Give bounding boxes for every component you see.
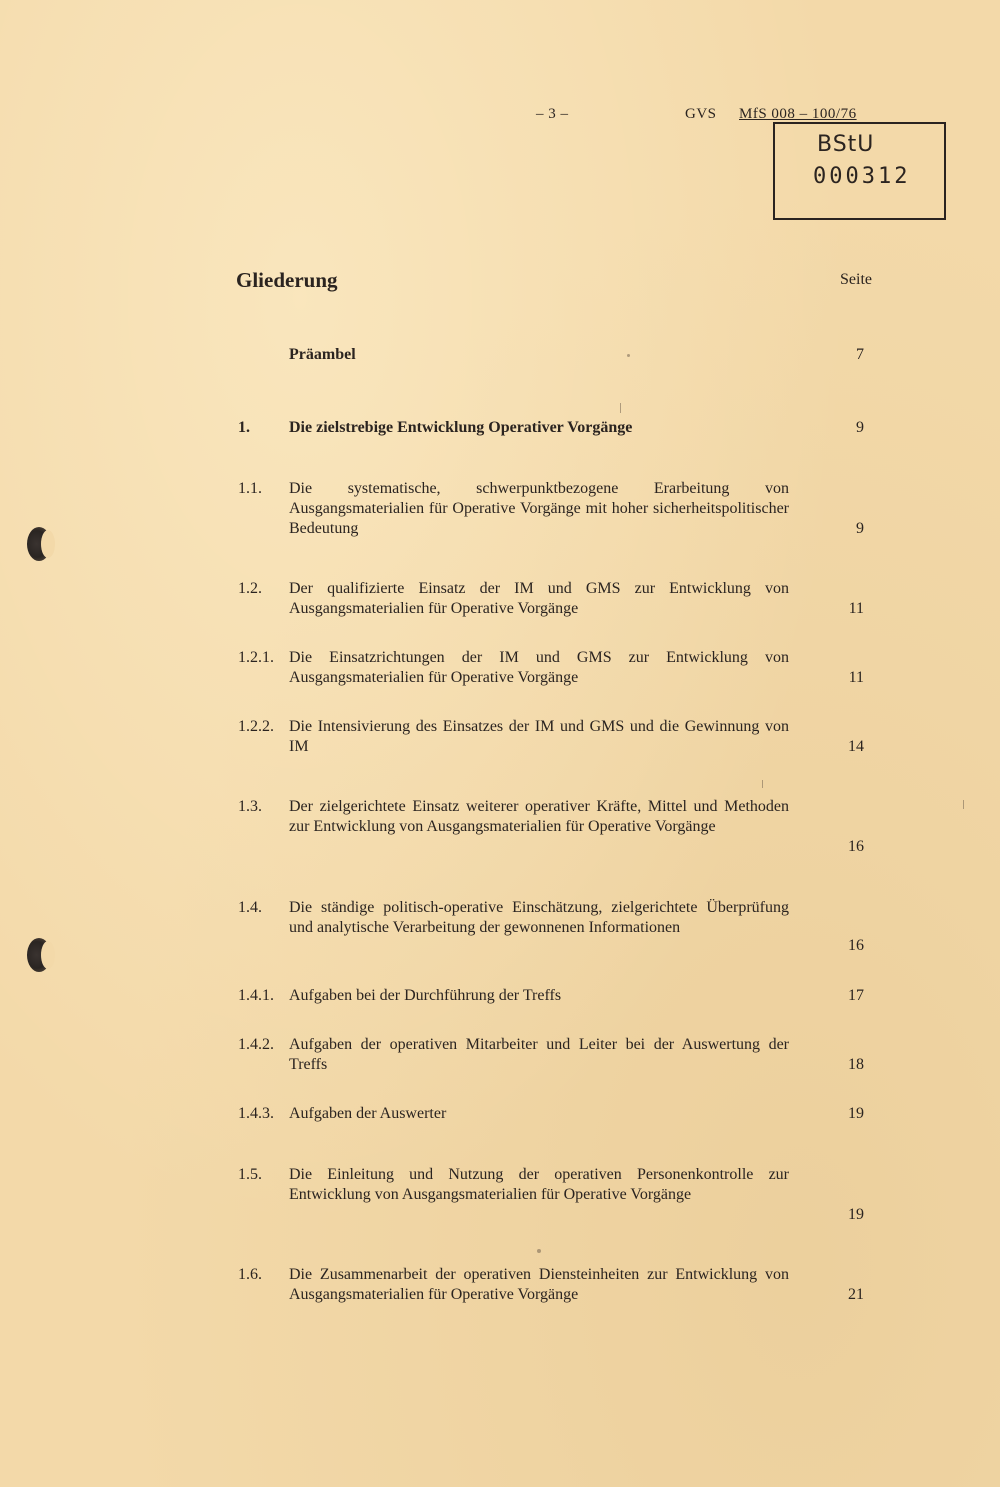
toc-entry-text: Präambel <box>289 346 356 363</box>
toc-entry-page: 16 <box>848 838 864 855</box>
toc-entry-page: 16 <box>848 937 864 954</box>
toc-entry-number: 1.2.1. <box>238 649 274 666</box>
toc-entry-text: Aufgaben bei der Durchführung der Treffs <box>289 987 562 1004</box>
toc-entry-page: 7 <box>856 346 864 363</box>
classification-label: GVS <box>685 106 717 122</box>
toc-entry-page: 18 <box>848 1056 864 1073</box>
toc-entry-number: 1.1. <box>238 480 262 497</box>
toc-entry-text: Aufgaben der operativen Mitarbeiter und Leiter bei der Auswertung der Treffs <box>289 1036 789 1073</box>
toc-entry-page: 21 <box>848 1286 864 1303</box>
page-title: Gliederung <box>236 268 338 292</box>
punch-hole <box>27 527 51 561</box>
toc-entry-text: Die systematische, schwerpunktbezogene Erarbeitung von Ausgangsmaterialien für Operative Vorgänge mit hoher sicherheitspolitischer Bedeutung <box>289 480 789 537</box>
punch-hole <box>27 938 51 972</box>
paper-speck <box>627 354 630 357</box>
toc-entry-text: Aufgaben der Auswerter <box>289 1105 447 1122</box>
toc-entry-number: 1.2.2. <box>238 718 274 735</box>
toc-entry-page: 11 <box>848 600 864 617</box>
stamp-agency: BStU <box>817 132 875 157</box>
toc-entry-text: Die Einsatzrichtungen der IM und GMS zur Entwicklung von Ausgangsmaterialien für Operative Vorgänge <box>289 649 789 686</box>
toc-entry-page: 9 <box>856 520 864 537</box>
document-reference: MfS 008 – 100/76 <box>739 106 857 122</box>
toc-entry-page: 19 <box>848 1105 864 1122</box>
paper-speck <box>537 1249 541 1253</box>
toc-entry-number: 1.6. <box>238 1266 262 1283</box>
toc-entry-number: 1.4.2. <box>238 1036 274 1053</box>
toc-entry-page: 14 <box>848 738 864 755</box>
toc-entry-page: 9 <box>856 419 864 436</box>
toc-entry-number: 1.4. <box>238 899 262 916</box>
stamp-number: 000312 <box>813 164 911 189</box>
toc-entry-number: 1.5. <box>238 1166 262 1183</box>
toc-entry-text: Die Zusammenarbeit der operativen Diensteinheiten zur Entwicklung von Ausgangsmaterialien für Operative Vorgänge <box>289 1266 789 1303</box>
toc-entry-text: Der qualifizierte Einsatz der IM und GMS zur Entwicklung von Ausgangsmaterialien für Operative Vorgänge <box>289 580 789 617</box>
paper-speck <box>620 403 621 413</box>
toc-entry-number: 1.4.3. <box>238 1105 274 1122</box>
page-column-label: Seite <box>840 271 872 288</box>
page-marker: – 3 – <box>536 106 569 122</box>
toc-entry-text: Der zielgerichtete Einsatz weiterer operativer Kräfte, Mittel und Methoden zur Entwicklung von Ausgangsmaterialien für Operative Vorgänge <box>289 798 789 835</box>
toc-entry-number: 1.2. <box>238 580 262 597</box>
paper-speck <box>762 780 763 788</box>
toc-entry-page: 17 <box>848 987 864 1004</box>
toc-entry-page: 11 <box>848 669 864 686</box>
toc-entry-text: Die Intensivierung des Einsatzes der IM und GMS und die Gewinnung von IM <box>289 718 789 755</box>
toc-entry-page: 19 <box>848 1206 864 1223</box>
toc-entry-number: 1. <box>238 419 250 436</box>
archive-stamp <box>773 122 946 220</box>
toc-entry-text: Die Einleitung und Nutzung der operativen Personenkontrolle zur Entwicklung von Ausgangsmaterialien für Operative Vorgänge <box>289 1166 789 1203</box>
toc-entry-number: 1.3. <box>238 798 262 815</box>
toc-entry-text: Die ständige politisch-operative Einschätzung, zielgerichtete Überprüfung und analytische Verarbeitung der gewonnenen Informationen <box>289 899 789 936</box>
toc-entry-number: 1.4.1. <box>238 987 274 1004</box>
toc-entry-text: Die zielstrebige Entwicklung Operativer Vorgänge <box>289 419 633 436</box>
paper-speck <box>963 800 964 809</box>
